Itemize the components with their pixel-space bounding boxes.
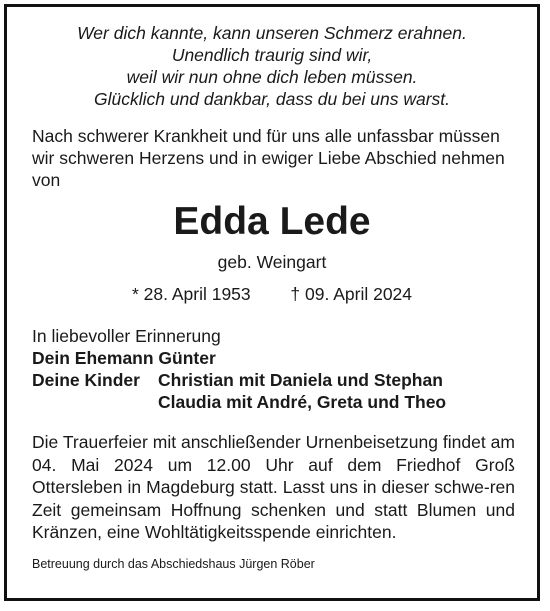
children-label: Deine Kinder [32, 370, 140, 390]
deceased-name: Edda Lede [173, 200, 371, 243]
intro-line: wir schweren Herzens und in ewiger Liebe Abschied nehmen [32, 148, 505, 168]
mourners-heading: In liebevoller Erinnerung [32, 326, 221, 346]
funeral-home-credit: Betreuung durch das Abschiedshaus Jürgen Röber [32, 556, 315, 571]
intro-text [32, 125, 537, 191]
life-dates [7, 283, 537, 305]
child-line: Christian mit Daniela und Stephan [158, 370, 443, 390]
children-names [158, 369, 446, 413]
children-block [32, 369, 537, 413]
intro-line: Nach schwerer Krankheit und für uns alle unfassbar müssen [32, 126, 500, 146]
birth-name: geb. Weingart [217, 252, 327, 272]
mourners-block [32, 325, 537, 413]
obituary-frame [4, 4, 540, 601]
poem-line: Unendlich traurig sind wir, [171, 45, 373, 65]
poem [7, 22, 537, 110]
poem-line: Wer dich kannte, kann unseren Schmerz erahnen. [77, 23, 467, 43]
poem-line: weil wir nun ohne dich leben müssen. [126, 67, 418, 87]
poem-line: Glücklich und dankbar, dass du bei uns warst. [93, 89, 451, 109]
intro-line: von [32, 170, 61, 190]
child-line: Claudia mit André, Greta und Theo [158, 392, 447, 412]
spouse-line: Dein Ehemann Günter [32, 348, 216, 368]
birth-date: * 28. April 1953 [131, 284, 251, 304]
funeral-notice: Die Trauerfeier mit anschließender Urnenbeisetzung findet am 04. Mai 2024 um 12.00 Uhr auf dem Friedhof Groß Ottersleben in Magdeburg statt. Lasst uns in dieser schwe-ren Zeit gemeinsam Hoffnung schenken und statt Blumen und Kränzen, eine Wohltätigkeitsspende einrichten. [32, 432, 515, 542]
death-date: † 09. April 2024 [290, 284, 413, 304]
